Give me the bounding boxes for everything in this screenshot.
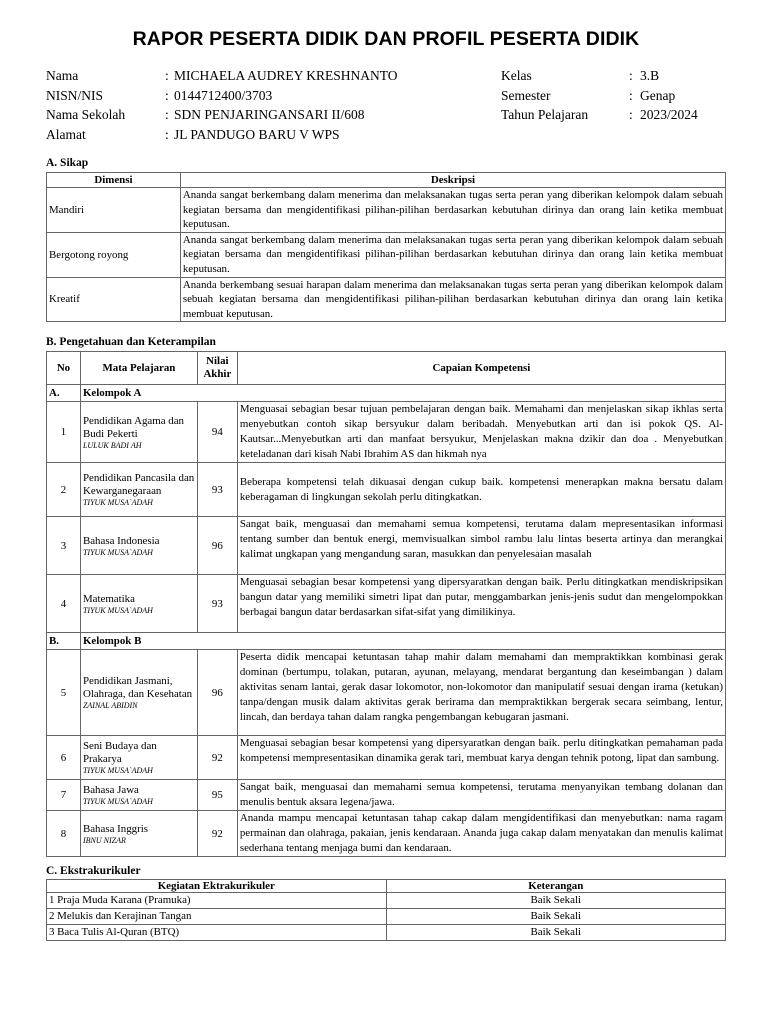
kegiatan-cell: 2 Melukis dan Kerajinan Tangan [47, 909, 387, 925]
subject-name: Pendidikan Agama dan Budi Pekerti [82, 414, 184, 440]
table-row [47, 925, 726, 941]
table-row [47, 277, 726, 322]
subject-name: Pendidikan Jasmani, Olahraga, dan Kesehatan [82, 675, 193, 700]
deskripsi-cell: Ananda sangat berkembang dalam menerima dan melaksanakan tugas serta peran yang diberikan kelompok dalam sebuah kegiatan bersama dan mengidentifikasi pilihan-pilihan berdasarkan kebutuhan dirinya dan orang lain ketika membuat keputusan. [180, 232, 725, 277]
identity-value: Genap [640, 87, 676, 103]
identity-value: MICHAELA AUDREY KRESHNANTO [174, 68, 398, 83]
identity-sep: : [629, 107, 633, 122]
identity-label: Kelas [501, 68, 532, 83]
column-header-capaian: Capaian Kompetensi [237, 352, 725, 385]
row-number: 6 [47, 736, 81, 780]
row-number: 2 [47, 463, 81, 517]
identity-sep: : [165, 68, 169, 83]
teacher-name: TIYUK MUSA`ADAH [82, 766, 153, 775]
competency-cell: Menguasai sebagian besar kompetensi yang dipersyaratkan dengan baik. Perlu ditingkatkan mendiskripsikan bangun datar yang memiliki simetri lipat dan putar, menggambarkan jenis-jenis sudut dan mengelompokkan berbagai bangun datar berdasarkan sifat-sifat yang dimilikinya. [237, 575, 725, 633]
competency-cell: Menguasai sebagian besar kompetensi yang dipersyaratkan dengan baik. perlu ditingkatkan pemahaman pada kompetensi mempresentasikan dinamika gerak tari, membuat karya dengan tehnik potong, lipat dan sambung. [237, 736, 725, 780]
score-cell: 92 [197, 736, 237, 780]
identity-sep: : [629, 68, 633, 83]
row-number: 8 [47, 811, 81, 857]
deskripsi-cell: Ananda berkembang sesuai harapan dalam menerima dan melaksanakan tugas serta peran yang diberikan kelompok dalam sebuah kegiatan bersama dan mengidentifikasi pilihan-pilihan berdasarkan kebutuhan dirinya dan orang lain ketika membuat keputusan. [180, 277, 725, 322]
competency-cell: Menguasai sebagian besar tujuan pembelajaran dengan baik. Memahami dan menjelaskan sikap ikhlas serta menyebutkan contoh sikap bersyukur dalam beribadah. Menyebutkan arti dan isi pokok QS. Al-Kautsar...Menyebutkan arti dan manfaat bersyukur, Menjelaskan makna dzikir dan doa . Menyebutkan keteladanan dari kisah Nabi Ibrahim AS dan hikmah nya [237, 402, 725, 463]
identity-sep: : [165, 87, 169, 103]
table-row [47, 893, 726, 909]
competency-cell: Sangat baik, menguasai dan memahami semua kompetensi, terutama menyanyikan tembang dolanan dan menulis bentuk aksara legena/jawa. [237, 780, 725, 811]
teacher-name: LULUK BADI AH [82, 440, 142, 450]
identity-label: Nama [46, 68, 79, 83]
subject-cell [80, 517, 197, 575]
keterangan-cell: Baik Sekali [386, 893, 726, 909]
sikap-table [46, 172, 726, 322]
subject-cell [80, 650, 197, 736]
subject-cell [80, 780, 197, 811]
identity-value: 0144712400/3703 [174, 87, 273, 103]
identity-label: Semester [501, 87, 551, 103]
identity-value: 3.B [640, 68, 660, 83]
teacher-name: ZAINAL ABIDIN [82, 701, 138, 710]
identity-label: Alamat [46, 126, 86, 142]
subject-cell [80, 575, 197, 633]
table-row [47, 517, 726, 575]
subject-name: Matematika [82, 592, 135, 605]
subject-name: Seni Budaya dan Prakarya [82, 740, 157, 765]
group-code: A. [47, 385, 81, 402]
identity-sep: : [629, 87, 633, 103]
column-header-keterangan: Keterangan [386, 880, 726, 893]
identity-label: Tahun Pelajaran [501, 107, 589, 122]
group-name: Kelompok A [80, 385, 725, 402]
row-number: 3 [47, 517, 81, 575]
subject-cell [80, 811, 197, 857]
table-row [47, 402, 726, 463]
dimensi-cell: Bergotong royong [47, 232, 181, 277]
table-row [47, 650, 726, 736]
pengetahuan-table [46, 351, 726, 857]
section-heading-sikap: A. Sikap [46, 157, 89, 169]
competency-cell: Peserta didik mencapai ketuntasan tahap mahir dalam memahami dan mempraktikkan kombinasi gerak dominan (bertumpu, tolakan, putaran, ayunan, melayang, mendarat bergantung dan keseimbangan ) dalam aktivitas senam lantai, gerak dasar lokomotor, non-lokomotor dan manipulatif sesuai dengan irama (ketukan) tanpa/dengan musik dalam aktivitas gerak berirama dan mempraktikkan bergerak secara seimbang, lentur, lincah, dan berdaya tahan dalam rangka pengembangan kebugaran jasmani. [237, 650, 725, 736]
score-cell: 93 [197, 463, 237, 517]
identity-value: 2023/2024 [640, 107, 698, 122]
table-row [47, 909, 726, 925]
deskripsi-cell: Ananda sangat berkembang dalam menerima dan melaksanakan tugas serta peran yang diberikan kelompok dalam sebuah kegiatan bersama dan mengidentifikasi pilihan-pilihan berdasarkan kebutuhan dirinya dan orang lain ketika membuat keputusan. [180, 188, 725, 233]
section-heading-ekstra: C. Ekstrakurikuler [46, 865, 141, 877]
column-header-mapel: Mata Pelajaran [80, 352, 197, 385]
student-identity [46, 66, 726, 146]
dimensi-cell: Mandiri [47, 188, 181, 233]
row-number: 7 [47, 780, 81, 811]
dimensi-cell: Kreatif [47, 277, 181, 322]
teacher-name: TIYUK MUSA`ADAH [82, 797, 153, 806]
column-header-nilai: Nilai Akhir [197, 352, 237, 385]
score-cell: 94 [197, 402, 237, 463]
identity-sep: : [165, 126, 169, 142]
table-row [47, 780, 726, 811]
subject-cell [80, 463, 197, 517]
subject-cell [80, 402, 197, 463]
row-number: 5 [47, 650, 81, 736]
keterangan-cell: Baik Sekali [386, 925, 726, 941]
identity-sep: : [165, 107, 169, 122]
kegiatan-cell: 3 Baca Tulis Al-Quran (BTQ) [47, 925, 387, 941]
teacher-name: IBNU NIZAR [82, 835, 126, 845]
row-number: 1 [47, 402, 81, 463]
teacher-name: TIYUK MUSA`ADAH [82, 498, 153, 507]
subject-cell [80, 736, 197, 780]
group-code: B. [47, 633, 81, 650]
group-row-b [47, 633, 726, 650]
identity-value: SDN PENJARINGANSARI II/608 [174, 107, 365, 122]
score-cell: 96 [197, 517, 237, 575]
kegiatan-cell: 1 Praja Muda Karana (Pramuka) [47, 893, 387, 909]
subject-name: Pendidikan Pancasila dan Kewarganegaraan [82, 472, 195, 497]
identity-label: Nama Sekolah [46, 107, 126, 122]
table-row [47, 232, 726, 277]
table-row [47, 575, 726, 633]
column-header-kegiatan: Kegiatan Ektrakurikuler [47, 880, 387, 893]
table-row [47, 736, 726, 780]
report-title: RAPOR PESERTA DIDIK DAN PROFIL PESERTA DIDIK [132, 28, 640, 50]
column-header-no: No [47, 352, 81, 385]
subject-name: Bahasa Jawa [82, 784, 139, 796]
subject-name: Bahasa Inggris [82, 822, 148, 835]
section-heading-pengetahuan: B. Pengetahuan dan Keterampilan [46, 336, 216, 348]
score-cell: 93 [197, 575, 237, 633]
subject-name: Bahasa Indonesia [82, 534, 160, 547]
competency-cell: Ananda mampu mencapai ketuntasan tahap cakap dalam mengidentifikasi dan menyebutkan: nama ragam permainan dan olahraga, pakaian, jenis kendaraan. Ananda juga cakap dalam menyatakan dan menulis kalimat sederhana tentang menjaga bumi dan kendaraan. [237, 811, 725, 857]
row-number: 4 [47, 575, 81, 633]
table-row [47, 463, 726, 517]
identity-label: NISN/NIS [46, 87, 104, 103]
identity-value: JL PANDUGO BARU V WPS [174, 126, 340, 142]
column-header-dimensi: Dimensi [47, 173, 181, 188]
teacher-name: TIYUK MUSA`ADAH [82, 547, 153, 557]
keterangan-cell: Baik Sekali [386, 909, 726, 925]
column-header-deskripsi: Deskripsi [180, 173, 725, 188]
competency-cell: Sangat baik, menguasai dan memahami semua kompetensi, terutama dalam mepresentasikan informasi tentang sumber dan bentuk energi, memvisualkan simbol rambu lalu lintas beserta artinya dan merangkai kalimat ungkapan yang mengandung saran, masukkan dan penyelesaian masalah [237, 517, 725, 575]
group-name: Kelompok B [80, 633, 725, 650]
score-cell: 95 [197, 780, 237, 811]
score-cell: 92 [197, 811, 237, 857]
group-row-a [47, 385, 726, 402]
table-row [47, 188, 726, 233]
table-row [47, 811, 726, 857]
score-cell: 96 [197, 650, 237, 736]
ekstra-table [46, 879, 726, 941]
competency-cell: Beberapa kompetensi telah dikuasai dengan cukup baik. kompetensi menerapkan makna bersatu dalam keberagaman di lingkungan sekolah perlu ditingkatkan. [237, 463, 725, 517]
teacher-name: TIYUK MUSA`ADAH [82, 605, 153, 615]
